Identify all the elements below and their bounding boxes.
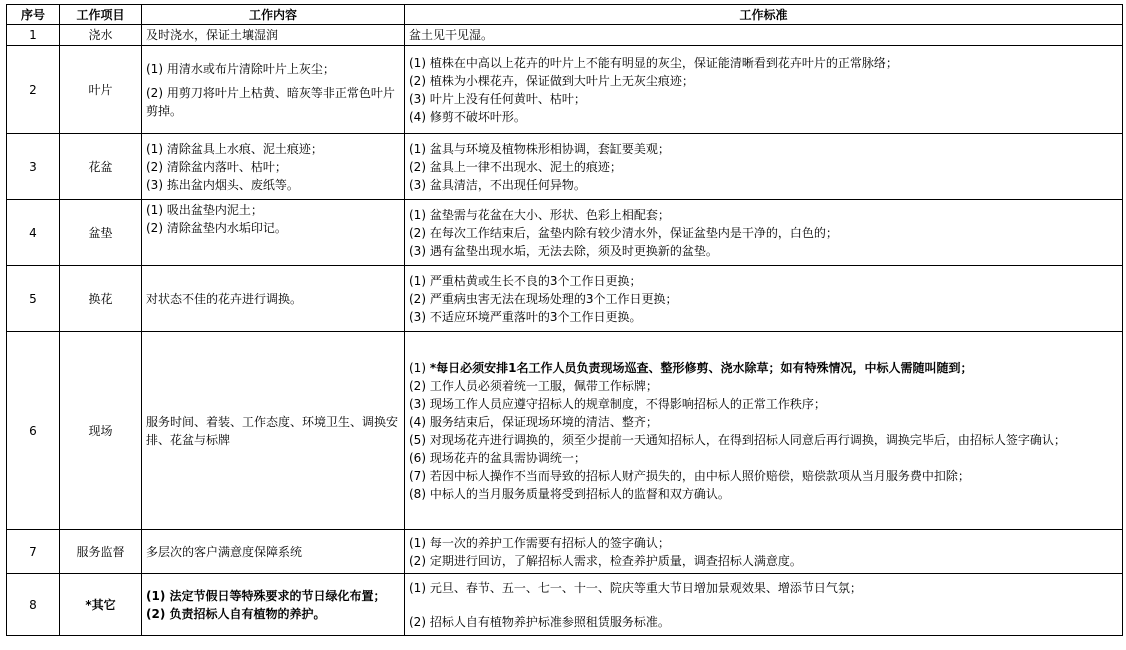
header-no: 序号 [7, 5, 60, 25]
row-content [142, 134, 405, 200]
document-table-wrapper [6, 4, 1123, 636]
row-no: 8 [7, 574, 60, 636]
row-standard [405, 134, 1123, 200]
row-item: 浇水 [60, 25, 142, 46]
standard-emphasis: *每日必须安排1名工作人员负责现场巡查、整形修剪、浇水除草；如有特殊情况，中标人需随叫随到； [429, 360, 973, 375]
table-row [7, 25, 1123, 46]
table-row [7, 266, 1123, 332]
standard-line: (3) 现场工作人员应遵守招标人的规章制度，不得影响招标人的正常工作秩序； [409, 396, 826, 411]
standard-line: (6) 现场花卉的盆具需协调统一； [409, 450, 586, 465]
standard-line: (4) 服务结束后，保证现场环境的清洁、整齐； [409, 414, 658, 429]
table-row [7, 200, 1123, 266]
content-line: (2) 负责招标人自有植物的养护。 [146, 606, 326, 621]
row-content [142, 574, 405, 636]
row-item: 盆垫 [60, 200, 142, 266]
content-line: (1) 吸出盆垫内泥土； [146, 203, 263, 217]
row-content [142, 266, 405, 332]
content-line: 及时浇水，保证土壤湿润 [146, 28, 279, 42]
row-content [142, 25, 405, 46]
content-line: (1) 清除盆具上水痕、泥土痕迹； [146, 141, 323, 156]
table-row [7, 332, 1123, 530]
standard-line: (2) 在每次工作结束后，盆垫内除有较少清水外，保证盆垫内是干净的，白色的； [409, 225, 838, 240]
row-item: 服务监督 [60, 530, 142, 574]
row-standard [405, 332, 1123, 530]
standard-line: (3) 盆具清洁，不出现任何异物。 [409, 177, 586, 192]
row-standard [405, 574, 1123, 636]
standard-line: (3) 叶片上没有任何黄叶、枯叶； [409, 91, 586, 106]
row-content [142, 332, 405, 530]
standard-line: (1) 严重枯黄或生长不良的3个工作日更换； [409, 273, 642, 288]
row-item: 现场 [60, 332, 142, 530]
row-no: 1 [7, 25, 60, 46]
standard-line: (2) 严重病虫害无法在现场处理的3个工作日更换； [409, 291, 678, 306]
row-standard [405, 530, 1123, 574]
standard-prefix: (1) [409, 360, 430, 375]
row-item: 换花 [60, 266, 142, 332]
standard-line: (1) 盆垫需与花盆在大小、形状、色彩上相配套； [409, 207, 670, 222]
standard-line: (3) 不适应环境严重落叶的3个工作日更换。 [409, 309, 642, 324]
standard-line: (1) 植株在中高以上花卉的叶片上不能有明显的灰尘，保证能清晰看到花卉叶片的正常脉络； [409, 55, 898, 70]
standard-line: (2) 招标人自有植物养护标准参照租赁服务标准。 [409, 614, 670, 629]
standard-line: (2) 植株为小棵花卉，保证做到大叶片上无灰尘痕迹； [409, 73, 694, 88]
row-content [142, 200, 405, 266]
content-line: (1) 用清水或布片清除叶片上灰尘； [146, 61, 335, 76]
header-content: 工作内容 [142, 5, 405, 25]
row-no: 4 [7, 200, 60, 266]
row-no: 2 [7, 46, 60, 134]
standard-line: (4) 修剪不破坏叶形。 [409, 109, 526, 124]
row-item: 花盆 [60, 134, 142, 200]
content-line: 服务时间、着装、工作态度、环境卫生、调换安排、花盆与标牌 [146, 414, 399, 447]
standard-line: (5) 对现场花卉进行调换的，须至少提前一天通知招标人，在得到招标人同意后再行调换，调换完毕后，由招标人签字确认； [409, 432, 1066, 447]
row-content [142, 46, 405, 134]
row-no: 7 [7, 530, 60, 574]
row-no: 6 [7, 332, 60, 530]
row-content [142, 530, 405, 574]
standard-line: (2) 工作人员必须着统一工服，佩带工作标牌； [409, 378, 658, 393]
row-standard [405, 46, 1123, 134]
header-standard: 工作标准 [405, 5, 1123, 25]
content-line: (2) 用剪刀将叶片上枯黄、暗灰等非正常色叶片剪掉。 [146, 85, 395, 118]
standard-line: (1) 每一次的养护工作需要有招标人的签字确认； [409, 535, 670, 550]
standard-line: (8) 中标人的当月服务质量将受到招标人的监督和双方确认。 [409, 486, 730, 501]
maintenance-standards-table [6, 4, 1123, 636]
standard-line: (2) 盆具上一律不出现水、泥土的痕迹； [409, 159, 622, 174]
content-line: 对状态不佳的花卉进行调换。 [146, 291, 303, 306]
standard-line: (7) 若因中标人操作不当而导致的招标人财产损失的，由中标人照价赔偿，赔偿款项从当月服务费中扣除； [409, 468, 970, 483]
table-row [7, 46, 1123, 134]
row-item: 叶片 [60, 46, 142, 134]
row-standard [405, 200, 1123, 266]
header-item: 工作项目 [60, 5, 142, 25]
standard-line: (1) 盆具与环境及植物株形相协调，套缸要美观； [409, 141, 670, 156]
row-item: *其它 [60, 574, 142, 636]
standard-line: (1) 元旦、春节、五一、七一、十一、院庆等重大节日增加景观效果、增添节日气氛； [409, 580, 862, 595]
table-row [7, 574, 1123, 636]
row-no: 3 [7, 134, 60, 200]
content-line: (3) 拣出盆内烟头、废纸等。 [146, 177, 299, 192]
header-row [7, 5, 1123, 25]
table-row [7, 530, 1123, 574]
standard-line: (2) 定期进行回访，了解招标人需求，检查养护质量，调查招标人满意度。 [409, 553, 802, 568]
content-line: (2) 清除盆垫内水垢印记。 [146, 221, 287, 235]
table-row [7, 134, 1123, 200]
standard-line: 盆土见干见湿。 [409, 28, 494, 42]
row-standard [405, 266, 1123, 332]
content-line: (1) 法定节假日等特殊要求的节日绿化布置； [146, 588, 386, 603]
row-no: 5 [7, 266, 60, 332]
content-line: (2) 清除盆内落叶、枯叶； [146, 159, 287, 174]
standard-line [409, 359, 1118, 377]
row-standard [405, 25, 1123, 46]
standard-line: (3) 遇有盆垫出现水垢，无法去除，须及时更换新的盆垫。 [409, 243, 718, 258]
content-line: 多层次的客户满意度保障系统 [146, 544, 303, 559]
